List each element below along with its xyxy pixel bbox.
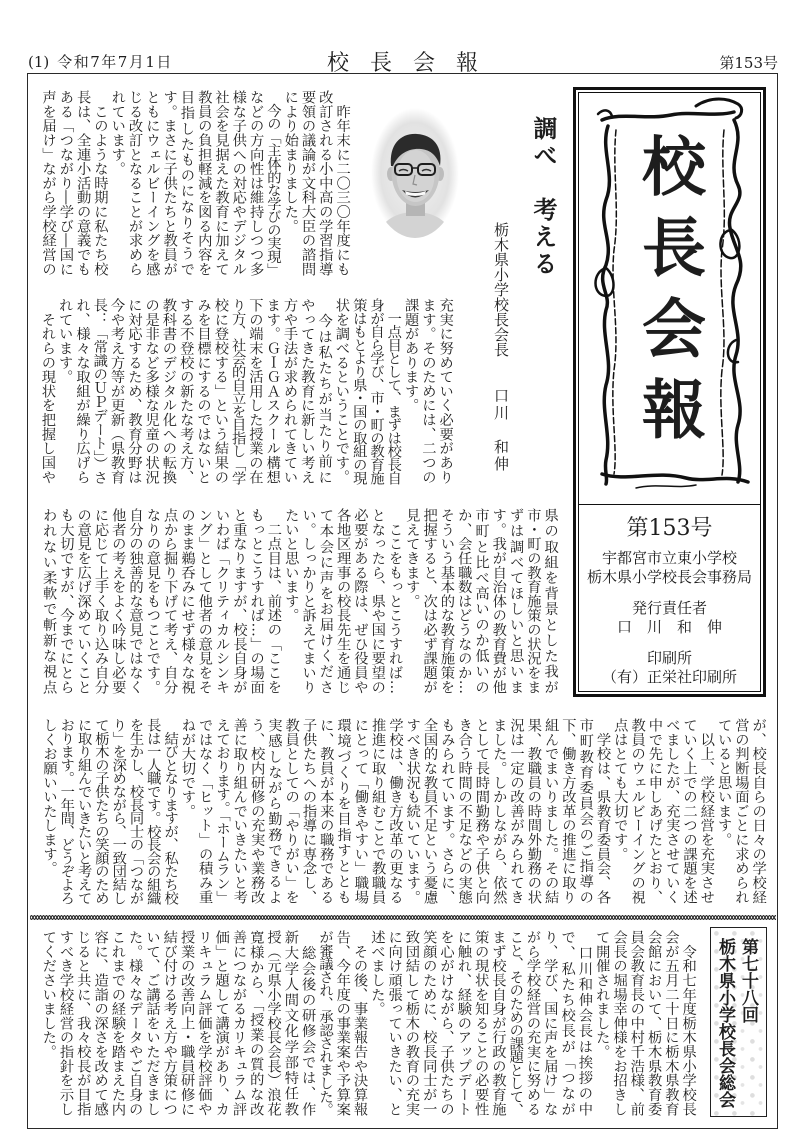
text-column: えております。「ホームラン」 bbox=[214, 718, 231, 904]
text-column: と重なりますが、校長自身が bbox=[231, 508, 248, 694]
text-column: これまでの経験を踏まえた内 bbox=[109, 930, 126, 1116]
text-column: すべき学校経営の指針を示し bbox=[58, 930, 75, 1116]
article-text-block bbox=[39, 90, 350, 276]
text-column: 総会後の研修会では、作 bbox=[300, 930, 317, 1116]
text-column: 員会教育長の中村千浩様、前 bbox=[628, 930, 645, 1116]
text-column: などの方向性は維持しつつ多 bbox=[248, 90, 265, 276]
text-column: 市町教育委員会のご指導の bbox=[577, 718, 594, 904]
text-column: 中で先に申しあげたとおり、 bbox=[646, 718, 663, 904]
colophon-issue: 第153号 bbox=[626, 516, 713, 541]
text-column: か、会任職数はどうなのか… bbox=[456, 508, 473, 694]
colophon-responsible-label: 発行責任者 bbox=[631, 599, 707, 617]
text-column: おります。一年間、どうぞよろ bbox=[58, 718, 75, 904]
masthead-calligraphy: 校長会報 bbox=[631, 133, 706, 457]
colophon-printer-name: （有）正栄社印刷所 bbox=[601, 668, 737, 686]
text-column: れ、様々な取組が繰り広げら bbox=[74, 298, 91, 484]
text-column: を心がけながら、子供たちの bbox=[438, 930, 455, 1116]
text-column: たいと思います。 bbox=[283, 508, 300, 623]
article-text-block bbox=[40, 508, 559, 694]
text-column: なりの意見をもつことです。 bbox=[144, 508, 161, 694]
issue-date: 令和7年7月1日 bbox=[57, 53, 173, 71]
text-column: 組んでまいりました。その結 bbox=[543, 718, 560, 904]
text-column: われない柔軟で斬新な視点 bbox=[41, 508, 58, 694]
report-heading-line1: 第七十八回 bbox=[738, 938, 758, 1023]
text-column: 長は一人職です。校長会の組織 bbox=[145, 718, 162, 904]
text-column: 笑顔のために、校長同士が一 bbox=[421, 930, 438, 1116]
text-column: 新大学人間文化学部特任教 bbox=[282, 930, 299, 1116]
text-column: ねが大切です。 bbox=[179, 718, 196, 819]
text-column: 環境づくりを目指すととも bbox=[335, 718, 352, 904]
text-column: ます。ＧＩＧＡスクール構想 bbox=[264, 298, 281, 484]
text-column: 策はもとより県・国の取組の現 bbox=[351, 298, 368, 484]
text-column: ある「つながり―学び―国に bbox=[57, 90, 74, 276]
text-column: 善に取り組んでいきたいと考 bbox=[231, 718, 248, 904]
text-column: により始まりました。 bbox=[282, 90, 299, 233]
text-column: 価」と題して講演があり、カ bbox=[213, 930, 230, 1116]
text-column: き合う時間の不足などの実態 bbox=[456, 718, 473, 904]
text-column: 県の取組を背景とした我が bbox=[542, 508, 559, 694]
text-column: 様な子供への対応やデジタル bbox=[230, 90, 247, 276]
text-column: 教員としての「やりがい」を bbox=[283, 718, 300, 904]
text-column: 子供たちへの指導に専念し、 bbox=[300, 718, 317, 904]
text-column: しくお願いいたします。 bbox=[41, 718, 58, 876]
text-column: 致団結して栃木の教育の充実 bbox=[403, 930, 420, 1116]
text-column: となったら、県や国に要望の bbox=[369, 508, 386, 694]
text-column: 令和七年度栃木県小学校長 bbox=[680, 930, 697, 1116]
text-column: 見えてきます。 bbox=[404, 508, 421, 609]
text-column: じる改訂となることが求めら bbox=[127, 90, 144, 276]
text-column: いわば「クリティカルシンキ bbox=[214, 508, 231, 694]
text-column: が、校長自らの日々の学校経 bbox=[750, 718, 767, 904]
text-column: 況は一定の改善がみられてき bbox=[508, 718, 525, 904]
text-column: 点はとても大切です。 bbox=[612, 718, 629, 861]
colophon-publisher-school: 宇都宮市立東小学校 bbox=[601, 549, 737, 567]
text-column: 長：「常識のＵＰデート」）さ bbox=[91, 298, 108, 484]
text-column: 結び付ける考え方や方策につ bbox=[161, 930, 178, 1116]
text-column: 校に登校する」という結果の bbox=[212, 298, 229, 484]
text-column: 善につながるカリキュラム評 bbox=[230, 930, 247, 1116]
text-column: の意見を広げ深めていくこと bbox=[75, 508, 92, 694]
text-column: 会長の堀場幸伸様をお招きし bbox=[611, 930, 628, 1116]
text-column: として長時間勤務や子供と向 bbox=[473, 718, 490, 904]
byline-name: 口川 和伸 bbox=[492, 388, 510, 473]
text-column: 他者の考えをよく吟味し必要 bbox=[110, 508, 127, 694]
text-column: その後、事業報告や決算報 bbox=[352, 930, 369, 1116]
text-column: 点から掘り下げて考え、自分 bbox=[162, 508, 179, 694]
text-column: 結びとなりますが、私たち校 bbox=[162, 718, 179, 904]
text-column: がら学校経営の充実に努める bbox=[525, 930, 542, 1116]
text-column: ていく上での二つの課題を述 bbox=[681, 718, 698, 904]
text-column: 寛様から、「授業の質的な改 bbox=[248, 930, 265, 1116]
text-column: 状を調べるということです。 bbox=[333, 298, 350, 484]
text-column: 教科書のデジタル化への転換 bbox=[160, 298, 177, 484]
text-column: 市・町の教育施策の状況をま bbox=[525, 508, 542, 694]
text-column: れています。 bbox=[109, 90, 126, 176]
text-column: 告、今年度の事業案や予算案 bbox=[334, 930, 351, 1116]
text-column: 学校は、働き方改革の更なる bbox=[387, 718, 404, 904]
text-column: て栃木の子供たちの笑顔のため bbox=[93, 718, 110, 904]
text-column: 下の端末を活用した授業の在 bbox=[247, 298, 264, 484]
masthead-box bbox=[573, 87, 766, 697]
text-column: に向け頑張っていきたい、と bbox=[386, 930, 403, 1116]
text-column: 教員のウェルビーイングの視 bbox=[629, 718, 646, 904]
text-column: 今は私たちが当たり前に bbox=[316, 298, 333, 484]
colophon-responsible-name: 口 川 和 伸 bbox=[616, 618, 722, 636]
article-text-block bbox=[40, 718, 766, 904]
text-column: 課題があります。 bbox=[403, 298, 420, 413]
issue-number: 第153号 bbox=[719, 54, 778, 72]
text-column: 今や考え方等が更新（県教育 bbox=[109, 298, 126, 484]
text-column: もみられています。さらに、 bbox=[439, 718, 456, 904]
text-column: り」を深めながら、一致団結し bbox=[110, 718, 127, 904]
text-column: ていると思います。 bbox=[716, 718, 733, 847]
text-column: 必要がある際は、ぜひ役員や bbox=[352, 508, 369, 694]
text-column: 以上、学校経営を充実させ bbox=[698, 718, 715, 904]
text-column: ではなく「ヒット」の積み重 bbox=[197, 718, 214, 904]
text-column: 市町と比べ高いのか低いの bbox=[473, 508, 490, 694]
text-column: に対応するため、教育分野は bbox=[126, 298, 143, 484]
text-column: に応じて上手く取り込み自分 bbox=[92, 508, 109, 694]
text-column: 口川和伸会長は挨拶の中 bbox=[576, 930, 593, 1116]
text-column: 推進に取り組むことで教職員 bbox=[370, 718, 387, 904]
text-column: 述べました。 bbox=[369, 930, 386, 1016]
text-column: 改訂される小中高の学習指導 bbox=[317, 90, 334, 276]
text-column: 授（元県小学校長会長）浪花 bbox=[265, 930, 282, 1116]
text-column: い。しっかりと訴えてまいり bbox=[300, 508, 317, 694]
text-column: 充実に努めていく必要があり bbox=[437, 298, 454, 484]
text-column: もっとこうすれば…」の場面 bbox=[248, 508, 265, 694]
text-column: 昨年末に二〇三〇年度にも bbox=[334, 90, 351, 276]
text-column: 社会を見据えた教育に加えて bbox=[213, 90, 230, 276]
page-number: (1) bbox=[28, 53, 50, 71]
text-column: て本会に声をお届けくださ bbox=[317, 508, 334, 694]
text-column: す。まさに子供たちと教員が bbox=[161, 90, 178, 276]
text-column: ます。そのためには、二つの bbox=[420, 298, 437, 484]
text-column: にとって「働きやすい」職場 bbox=[352, 718, 369, 904]
colophon-publisher-office: 栃木県小学校長会事務局 bbox=[586, 568, 752, 586]
text-column: に取り組んでいきたいと考えて bbox=[76, 718, 93, 904]
article-text-block bbox=[39, 930, 696, 1116]
text-column: このような時期に私たち校 bbox=[92, 90, 109, 276]
text-column: 下、働き方改革の推進に取り bbox=[560, 718, 577, 904]
text-column: 一点目として、まずは校長自 bbox=[385, 298, 402, 484]
text-column: こと、そのための課題として、 bbox=[507, 930, 524, 1116]
text-column: べましたが、充実させていく bbox=[664, 718, 681, 904]
text-column: 方や手法が求められてきてい bbox=[282, 298, 299, 484]
text-column: が審議され、承認されました。 bbox=[317, 930, 334, 1116]
text-column: 目指したものになりそうで bbox=[178, 90, 195, 276]
text-column: ずは調べてほしいと思いま bbox=[508, 508, 525, 694]
text-column: 今の「主体的な学びの実現」 bbox=[265, 90, 282, 276]
text-column: ここをもっとこうすれば… bbox=[387, 508, 404, 694]
byline-organization: 栃木県小学校長会長 bbox=[492, 222, 510, 357]
text-column: いて、ご講話をいただきまし bbox=[144, 930, 161, 1116]
text-column: に、教員が本来の職務である bbox=[318, 718, 335, 904]
text-column: のまま鵜呑みにせず様々な視 bbox=[179, 508, 196, 694]
page-date-line bbox=[28, 51, 173, 72]
text-column: れています。 bbox=[57, 298, 74, 384]
colophon-printer-label: 印刷所 bbox=[646, 649, 692, 667]
masthead-box-divider bbox=[578, 504, 761, 505]
text-column: 会が五月二十日に栃木県教育 bbox=[663, 930, 680, 1116]
text-column: まず校長自身が行政の教育施 bbox=[490, 930, 507, 1116]
text-column: 自分の独善的な意見ではなく bbox=[127, 508, 144, 694]
text-column: 実感しながら勤務できるよ bbox=[266, 718, 283, 904]
report-heading-line2: 栃木県小学校長会総会 bbox=[715, 938, 735, 1108]
text-column: り方、社会的自立を目指し「学 bbox=[230, 298, 247, 484]
text-column: ました。しかしながら、依然 bbox=[491, 718, 508, 904]
text-column: に触れ、経験のアップデート bbox=[455, 930, 472, 1116]
text-column: 要領の議論が文科大臣の諮問 bbox=[300, 90, 317, 276]
text-column: ともにウェルビーイングを感 bbox=[144, 90, 161, 276]
author-photo bbox=[371, 108, 459, 238]
text-column: それらの現状を把握し国や bbox=[39, 298, 56, 484]
masthead-title: 校長会報 bbox=[327, 51, 500, 76]
text-column: 容に、造詣の深さを改めて感 bbox=[92, 930, 109, 1116]
text-column: で、私たち校長が「つなが bbox=[559, 930, 576, 1116]
text-column: も大切ですが、今までにとら bbox=[58, 508, 75, 694]
text-column: 身が自ら学び、市・町の教育施 bbox=[368, 298, 385, 484]
text-column: 果、教職員の時間外勤務の状 bbox=[525, 718, 542, 904]
text-column: た。様々なデータやご自身の bbox=[127, 930, 144, 1116]
text-column: てくださいました。 bbox=[40, 930, 57, 1059]
text-column: の是非など多様な児童の状況 bbox=[143, 298, 160, 484]
text-column: う、校内研修の充実や業務改 bbox=[249, 718, 266, 904]
text-column: やってきた教育に新しい考え bbox=[299, 298, 316, 484]
text-column: て開催されました。 bbox=[594, 930, 611, 1059]
text-column: リキュラム評価を学校評価や bbox=[196, 930, 213, 1116]
text-column: 授業の改善向上・職員研修に bbox=[179, 930, 196, 1116]
text-column: 策の現状を知ることの必要性 bbox=[473, 930, 490, 1116]
text-column: 教員の負担軽減を図る内容を bbox=[196, 90, 213, 276]
text-column: 把握すると、次は必ず課題が bbox=[421, 508, 438, 694]
text-column: 二点目は、前述の「ここを bbox=[265, 508, 282, 694]
ornamental-divider bbox=[30, 915, 776, 920]
text-column: する不登校の新たな考え方、 bbox=[178, 298, 195, 484]
text-column: を生かし、校長同士の「つなが bbox=[128, 718, 145, 904]
text-column: ング」として他者の意見をそ bbox=[196, 508, 213, 694]
text-column: みを目標にするのではないと bbox=[195, 298, 212, 484]
article-title: 調べ 考える bbox=[529, 116, 558, 278]
article-text-block bbox=[39, 298, 454, 484]
text-column: 営の判断場面ごとに求められ bbox=[733, 718, 750, 904]
text-column: す。我が自治体の教育費が他 bbox=[490, 508, 507, 694]
text-column: 長は、全連小活動の意義でも bbox=[75, 90, 92, 276]
text-column: 会館において、栃木県教育委 bbox=[646, 930, 663, 1116]
text-column: 全国的な教員不足という憂慮 bbox=[422, 718, 439, 904]
text-column: そういう基本的な教育施策を bbox=[438, 508, 455, 694]
text-column: じると共に、我々校長が目指 bbox=[75, 930, 92, 1116]
text-column: 学校は、県教育委員会、各 bbox=[595, 718, 612, 904]
text-column: すべき状況も続いています。 bbox=[404, 718, 421, 904]
report-heading-box bbox=[710, 927, 767, 1117]
text-column: り、学び、国に声を届け」な bbox=[542, 930, 559, 1116]
text-column: 声を届け」ながら学校経営の bbox=[40, 90, 57, 276]
text-column: 各地区理事の校長先生を通じ bbox=[335, 508, 352, 694]
